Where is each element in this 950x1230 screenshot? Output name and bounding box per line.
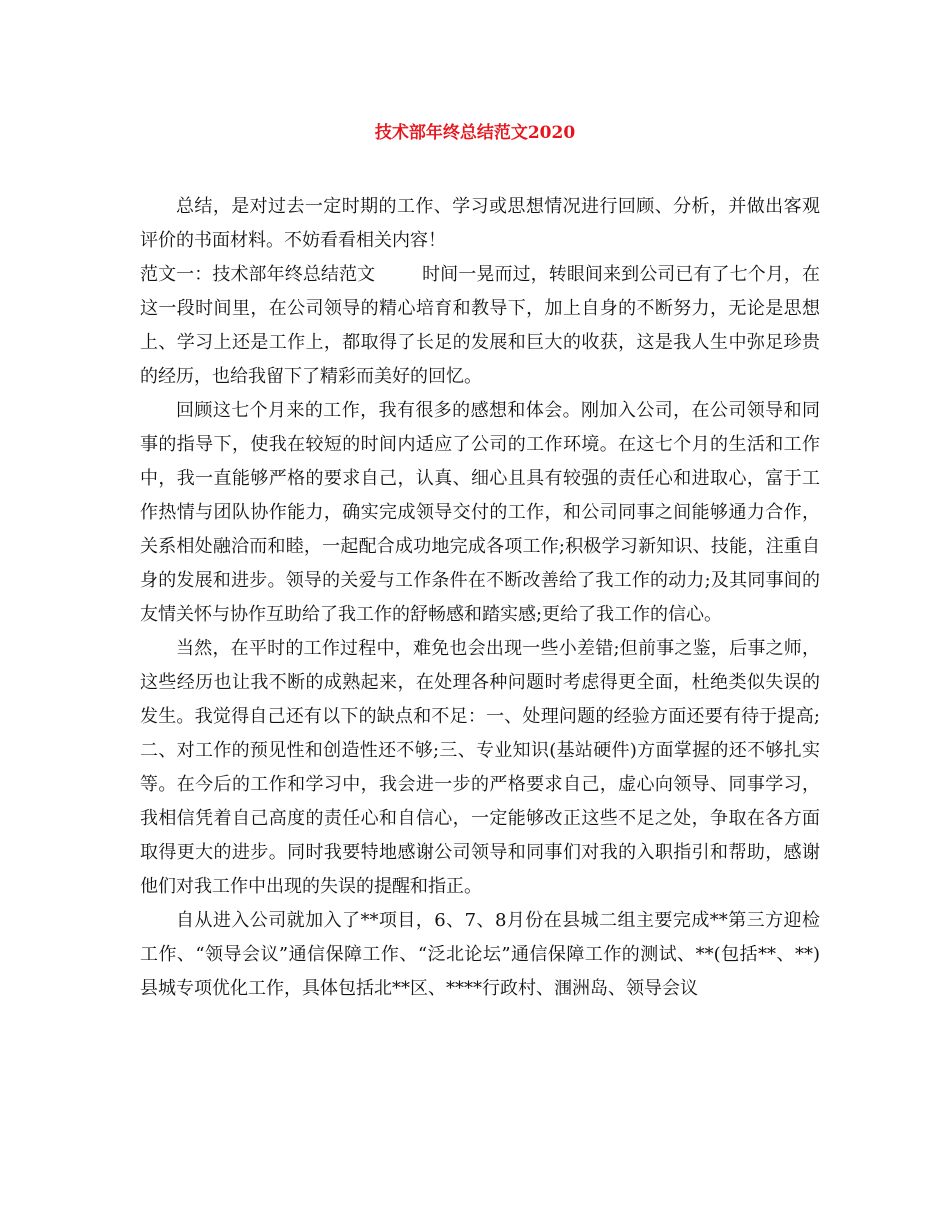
body-paragraph-project: 自从进入公司就加入了**项目，6、7、8月份在县城二组主要完成**第三方迎检工作、“领导会议”通信保障工作、“泛北论坛”通信保障工作的测试、**(包括**、**)县城专项优化工作，具体包括北**区、****行政村、涠洲岛、领导会议 — [140, 910, 820, 999]
intro-paragraph: 总结，是对过去一定时期的工作、学习或思想情况进行回顾、分析，并做出客观评价的书面材料。不妨看看相关内容！ — [140, 196, 820, 251]
sample-lead-text: 时间一晃而过，转眼间来到公司已有了七个月，在这一段时间里，在公司领导的精心培育和教导下，加上自身的不断努力，无论是思想上、学习上还是工作上，都取得了长足的发展和巨大的收获，这是我人生中弥足珍贵的经历，也给我留下了精彩而美好的回忆。 — [140, 264, 821, 387]
sample-heading: 范文一：技术部年终总结范文 — [140, 264, 376, 285]
sample-paragraph — [140, 258, 820, 394]
body-paragraph-review: 回顾这七个月来的工作，我有很多的感想和体会。刚加入公司，在公司领导和同事的指导下，使我在较短的时间内适应了公司的工作环境。在这七个月的生活和工作中，我一直能够严格的要求自己，认真、细心且具有较强的责任心和进取心，富于工作热情与团队协作能力，确实完成领导交付的工作，和公司同事之间能够通力合作，关系相处融洽而和睦，一起配合成功地完成各项工作;积极学习新知识、技能，注重自身的发展和进步。领导的关爱与工作条件在不断改善给了我工作的动力;及其同事间的友情关怀与协作互助给了我工作的舒畅感和踏实感;更给了我工作的信心。 — [140, 400, 820, 625]
body-paragraph-shortcomings: 当然，在平时的工作过程中，难免也会出现一些小差错;但前事之鉴，后事之师，这些经历也让我不断的成熟起来，在处理各种问题时考虑得更全面，杜绝类似失误的发生。我觉得自己还有以下的缺点和不足：一、处理问题的经验方面还要有待于提高;二、对工作的预见性和创造性还不够;三、专业知识(基站硬件)方面掌握的还不够扎实等。在今后的工作和学习中，我会进一步的严格要求自己，虚心向领导、同事学习，我相信凭着自己高度的责任心和自信心，一定能够改正这些不足之处，争取在各方面取得更大的进步。同时我要特地感谢公司领导和同事们对我的入职指引和帮助，感谢他们对我工作中出现的失误的提醒和指正。 — [140, 638, 820, 897]
document-body — [140, 190, 820, 1006]
document-title: 技术部年终总结范文2020 — [374, 123, 576, 143]
